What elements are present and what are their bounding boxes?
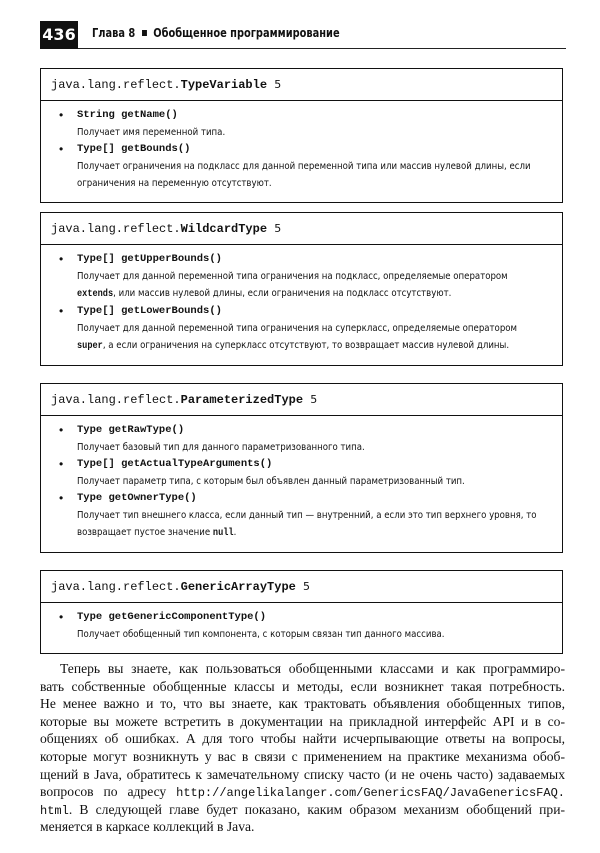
method-description (77, 337, 541, 355)
method-item (53, 251, 550, 303)
method-signature: Type getGenericComponentType() (77, 611, 267, 623)
method-description (77, 268, 541, 285)
method-item (53, 141, 550, 192)
square-bullet-icon (142, 30, 147, 36)
paragraph-line (40, 695, 565, 713)
paragraph-line (40, 801, 565, 819)
paragraph-line (40, 660, 565, 678)
text-segment: Получает базовый тип для данного параметризованного типа. (77, 442, 365, 453)
chapter-label: Глава 8 (92, 26, 136, 40)
method-description (77, 175, 541, 192)
bullet-icon: • (59, 304, 64, 318)
package-name: java.lang.reflect. (51, 222, 181, 236)
api-box (40, 383, 563, 553)
api-box-header (41, 69, 562, 101)
text-segment: Получает тип внешнего класса, если данный тип — внутренний, а если это тип верхнего уровня, то (77, 510, 537, 521)
paragraph-line (40, 818, 565, 836)
chapter-title: Обобщенное программирование (153, 26, 340, 40)
bullet-icon: • (59, 252, 64, 266)
class-name: WildcardType (180, 222, 268, 236)
paragraph-line (40, 678, 565, 696)
text-segment: Получает для данной переменной типа ограничения на подкласс, определяемые оператором (77, 271, 508, 282)
method-description (77, 158, 541, 175)
api-box-body (41, 101, 562, 202)
method-item (53, 456, 550, 490)
method-description (77, 473, 541, 490)
method-description (77, 285, 541, 303)
method-signature: Type[] getActualTypeArguments() (77, 458, 273, 470)
method-item (53, 303, 550, 355)
page-number: 436 (40, 21, 78, 49)
method-signature: Type[] getBounds() (77, 143, 191, 155)
api-box-body (41, 245, 562, 365)
text-segment: которые могут возникнуть у вас в связи с применением на практике механизма обоб- (40, 748, 565, 764)
method-description (77, 524, 541, 542)
method-description (77, 626, 541, 643)
text-segment: . В следующей главе будет показано, каким образом механизм обобщений при- (68, 801, 565, 817)
text-segment: Получает имя переменной типа. (77, 127, 226, 138)
body-paragraph (40, 660, 565, 836)
package-name: java.lang.reflect. (51, 78, 181, 92)
bullet-icon: • (59, 142, 64, 156)
version: 5 (274, 222, 282, 235)
api-box-body (41, 603, 562, 653)
version: 5 (274, 78, 282, 91)
method-item (53, 422, 550, 456)
paragraph-line (40, 766, 565, 784)
text-segment: вопросов по адресу (40, 784, 177, 800)
method-signature: Type getRawType() (77, 424, 185, 436)
version: 5 (310, 393, 318, 406)
api-box-body (41, 416, 562, 552)
class-name: ParameterizedType (180, 393, 304, 407)
api-box (40, 570, 563, 654)
bullet-icon: • (59, 108, 64, 122)
text-segment: возвращает пустое значение (77, 527, 213, 538)
api-box-header (41, 571, 562, 603)
package-name: java.lang.reflect. (51, 580, 181, 594)
package-name: java.lang.reflect. (51, 393, 181, 407)
method-description (77, 439, 541, 456)
paragraph-line (40, 730, 565, 748)
method-signature: Type[] getLowerBounds() (77, 305, 222, 317)
inline-code: null (212, 528, 234, 539)
bullet-icon: • (59, 457, 64, 471)
version: 5 (303, 580, 311, 593)
api-box-header (41, 384, 562, 416)
text-segment: которые вы можете встретить в документации на прикладной интерфейс API и в со- (40, 713, 565, 729)
bullet-icon: • (59, 610, 64, 624)
text-segment: Получает обобщенный тип компонента, с которым связан тип данного массива. (77, 629, 445, 640)
method-description (77, 320, 541, 337)
method-item (53, 107, 550, 141)
method-description (77, 124, 541, 141)
bullet-icon: • (59, 491, 64, 505)
api-box (40, 68, 563, 203)
text-segment: Получает параметр типа, с которым был объявлен данный параметризованный тип. (77, 476, 465, 487)
method-signature: Type getOwnerType() (77, 492, 197, 504)
text-segment: меняется в каркасе коллекций в Java. (40, 819, 255, 835)
text-segment: щений в Java, обратитесь к замечательному списку часто (и не очень часто) задаваемых (40, 766, 565, 782)
class-name: TypeVariable (180, 78, 268, 92)
api-box-header (41, 213, 562, 245)
text-segment: Не менее важно и то, что вы знаете, как трактовать объявления обобщенных типов, (40, 696, 565, 712)
method-signature: Type[] getUpperBounds() (77, 253, 222, 265)
running-header (92, 26, 340, 40)
text-segment: ограничения на переменную отсутствуют. (77, 178, 272, 189)
api-box (40, 212, 563, 366)
text-segment: , или массив нулевой длины, если ограничения на подкласс отсутствуют. (113, 288, 452, 299)
paragraph-line (40, 783, 565, 801)
paragraph-line (40, 748, 565, 766)
text-segment: . (233, 527, 237, 538)
text-segment: , а если ограничения на суперкласс отсутствуют, то возвращает массив нулевой длины. (102, 340, 510, 351)
method-description (77, 507, 541, 524)
text-segment: Теперь вы знаете, как пользоваться обобщенными классами и как программиро- (60, 661, 565, 676)
method-signature: String getName() (77, 109, 178, 121)
text-segment: общениях об ошибках. А для того чтобы найти исчерпывающие ответы на вопросы, (40, 731, 565, 747)
text-segment: вать собственные обобщенные классы и методы, если возникнет такая потребность. (40, 678, 565, 694)
url-text: html (40, 803, 69, 818)
url-text: http://angelikalanger.com/GenericsFAQ/JavaGenericsFAQ. (176, 786, 565, 801)
method-item (53, 490, 550, 542)
method-item (53, 609, 550, 643)
class-name: GenericArrayType (180, 580, 296, 594)
paragraph-line (40, 713, 565, 731)
bullet-icon: • (59, 423, 64, 437)
inline-code: super (77, 341, 103, 352)
inline-code: extends (77, 289, 114, 300)
text-segment: Получает ограничения на подкласс для данной переменной типа или массив нулевой длины, если (77, 161, 531, 172)
text-segment: Получает для данной переменной типа ограничения на суперкласс, определяемые оператором (77, 323, 518, 334)
header-rule (78, 48, 566, 49)
